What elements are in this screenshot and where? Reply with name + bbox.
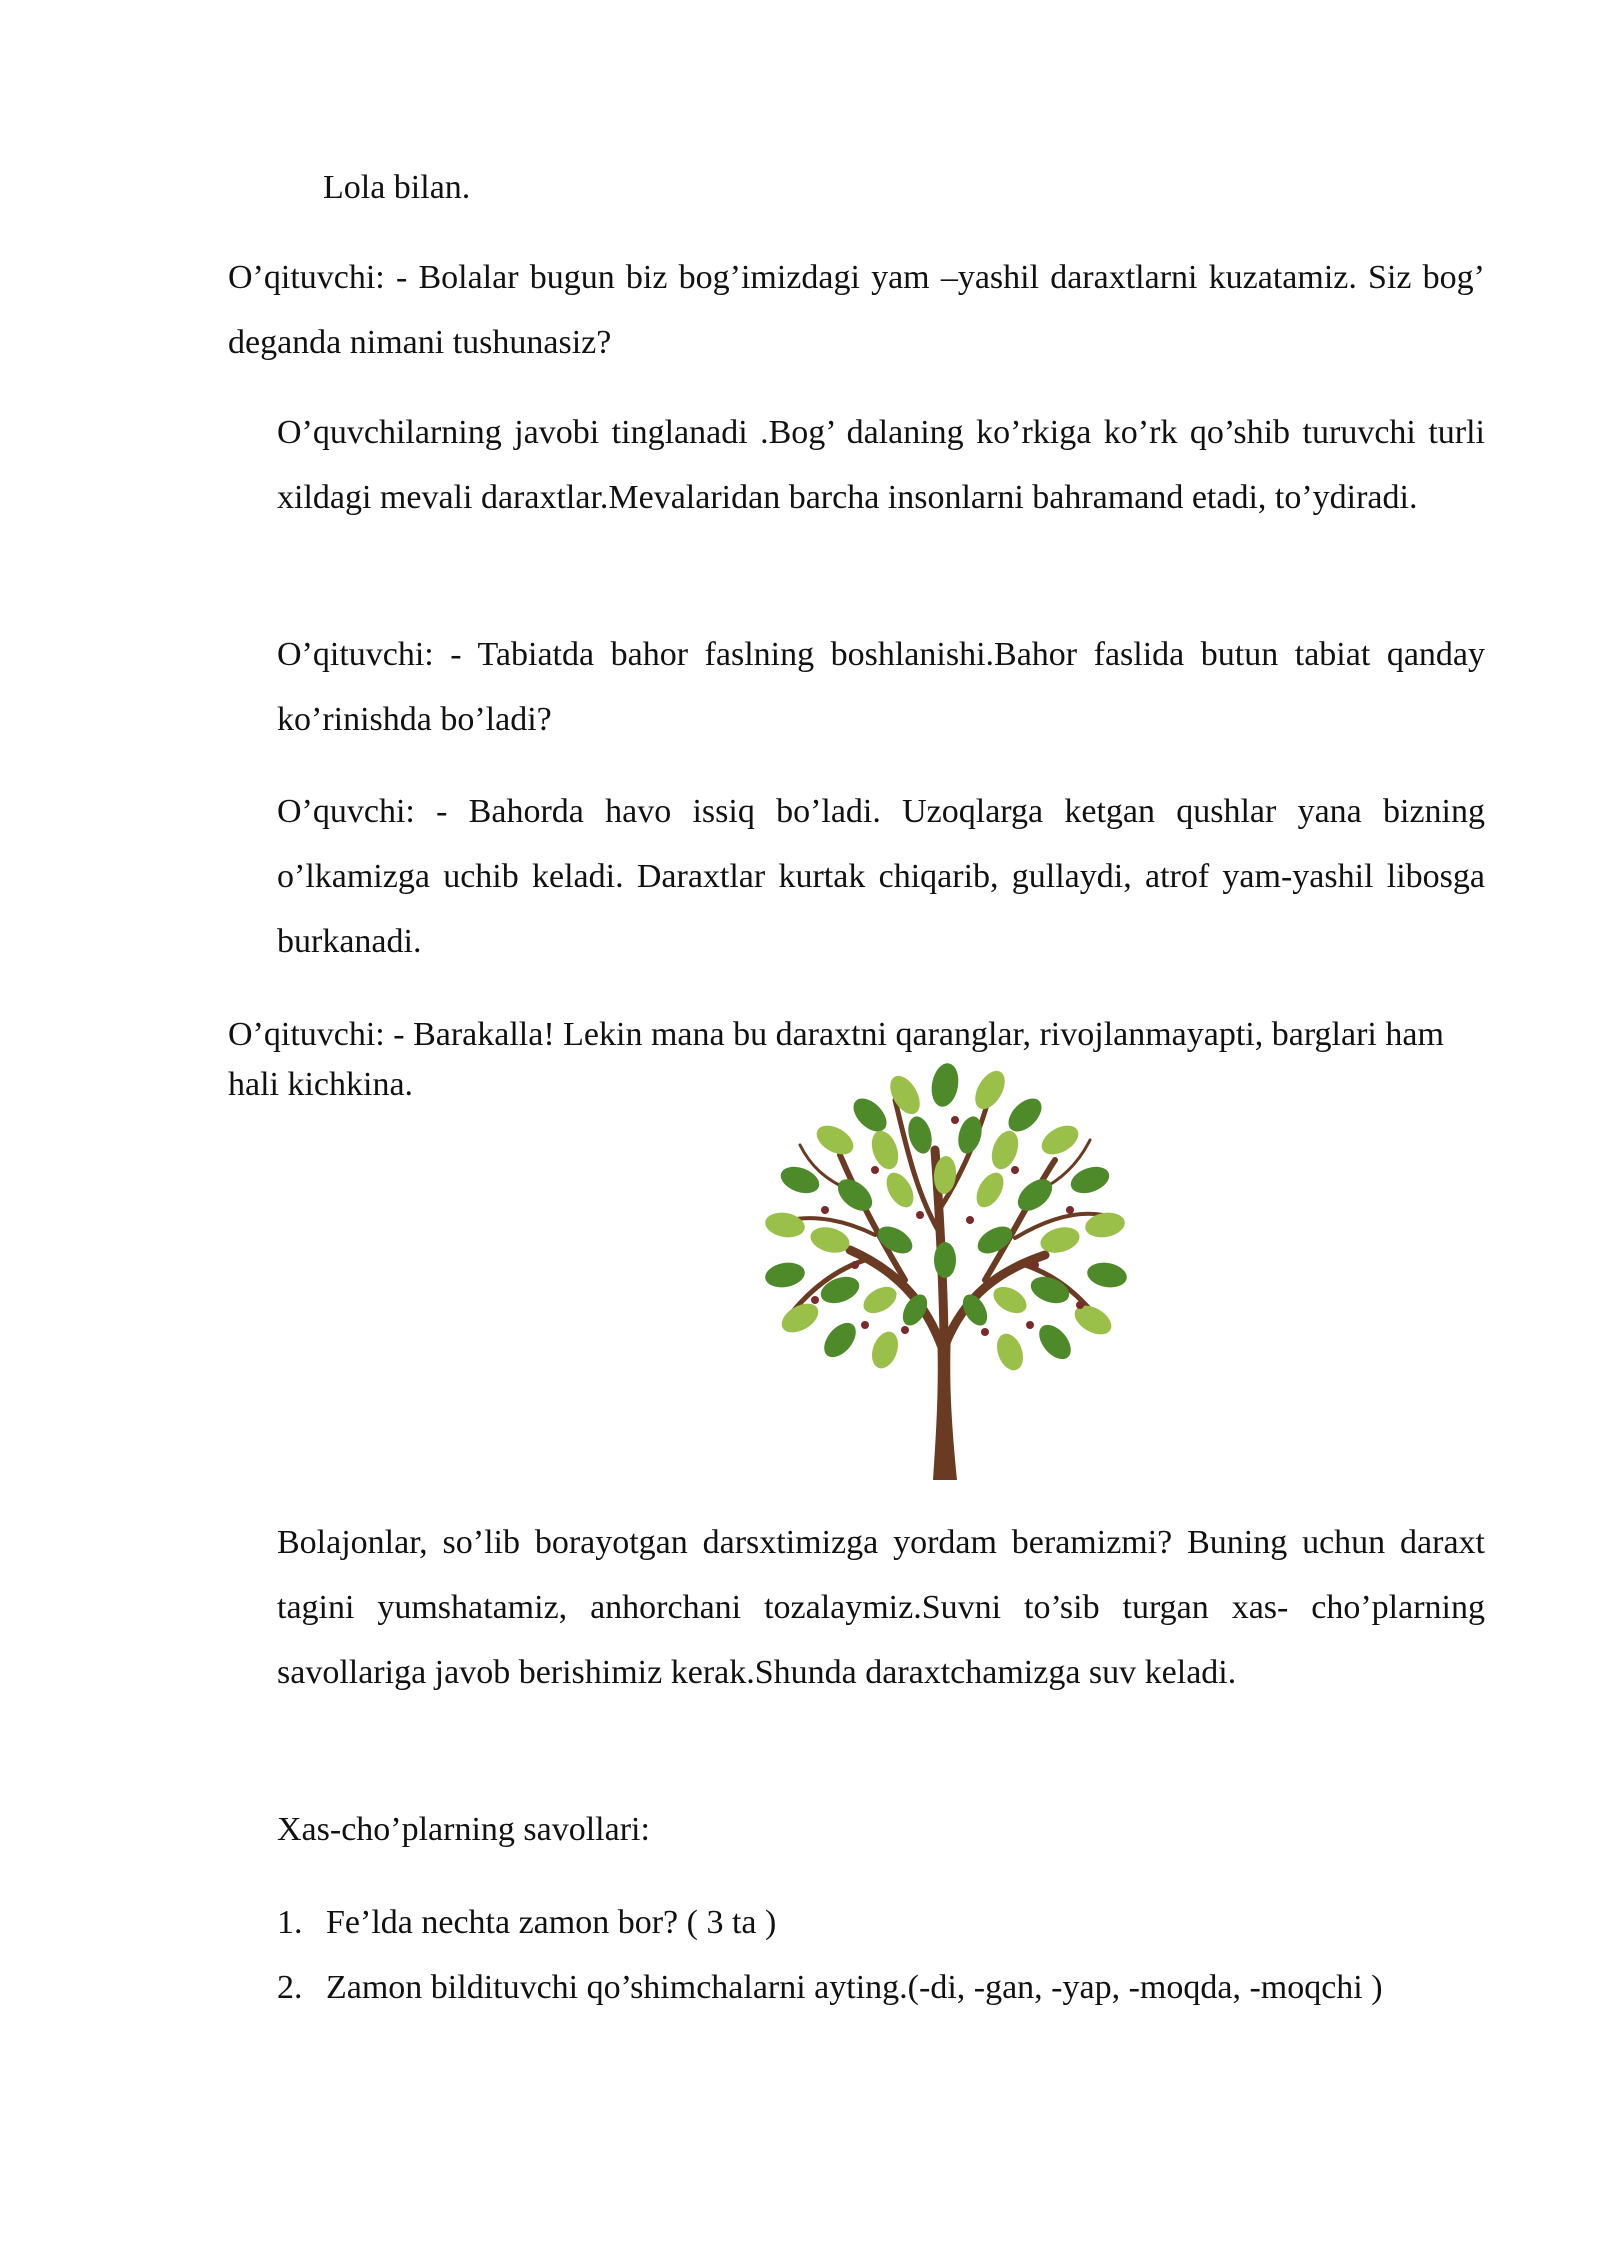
paragraph-teacher-spring: O’qituvchi: - Tabiatda bahor faslning boshlanishi.Bahor faslida butun tabiat qanday ko’rinishda bo’ladi? xyxy=(277,636,1485,738)
paragraph-student-answer: O’quvchi: - Bahorda havo issiq bo’ladi. Uzoqlarga ketgan qushlar yana bizning o’lkamizga uchib keladi. Daraxtlar kurtak chiqarib, gullaydi, atrof yam-yashil libosga burkanadi. xyxy=(277,793,1485,960)
list-number: 2. xyxy=(277,1969,303,2006)
paragraph-teacher-question: O’qituvchi: - Bolalar bugun biz bog’imizdagi yam –yashil daraxtlarni kuzatamiz. Siz bog’ deganda nimani tushunasiz? xyxy=(228,259,1485,361)
question-list-item xyxy=(277,1955,1485,2020)
paragraph-teacher-tree: O’qituvchi: - Barakalla! Lekin mana bu daraxtni qaranglar, rivojlanmayapti, barglari ham hali kichkina. xyxy=(228,1016,1444,1103)
paragraph-intro: Lola bilan. xyxy=(323,169,471,206)
tree-illustration xyxy=(755,1060,1135,1485)
paragraph-questions-heading: Xas-cho’plarning savollari: xyxy=(277,1811,650,1848)
paragraph-help-tree: Bolajonlar, so’lib borayotgan darsxtimizga yordam beramizmi? Buning uchun daraxt tagini yumshatamiz, anhorchani tozalaymiz.Suvni to’sib turgan xas- cho’plarning savollariga javob berishimiz kerak.Shunda daraxtchamizga suv keladi. xyxy=(277,1524,1485,1691)
paragraph-students-answer: O’quvchilarning javobi tinglanadi .Bog’ dalaning ko’rkiga ko’rk qo’shib turuvchi turli xildagi mevali daraxtlar.Mevalaridan barcha insonlarni bahramand etadi, to’ydiradi. xyxy=(277,414,1485,516)
list-text: Fe’lda nechta zamon bor? ( 3 ta ) xyxy=(326,1904,777,1941)
question-list-item xyxy=(277,1890,1485,1955)
list-text: Zamon bildituvchi qo’shimchalarni ayting.(-di, -gan, -yap, -moqda, -moqchi ) xyxy=(326,1969,1383,2006)
list-number: 1. xyxy=(277,1904,303,1941)
